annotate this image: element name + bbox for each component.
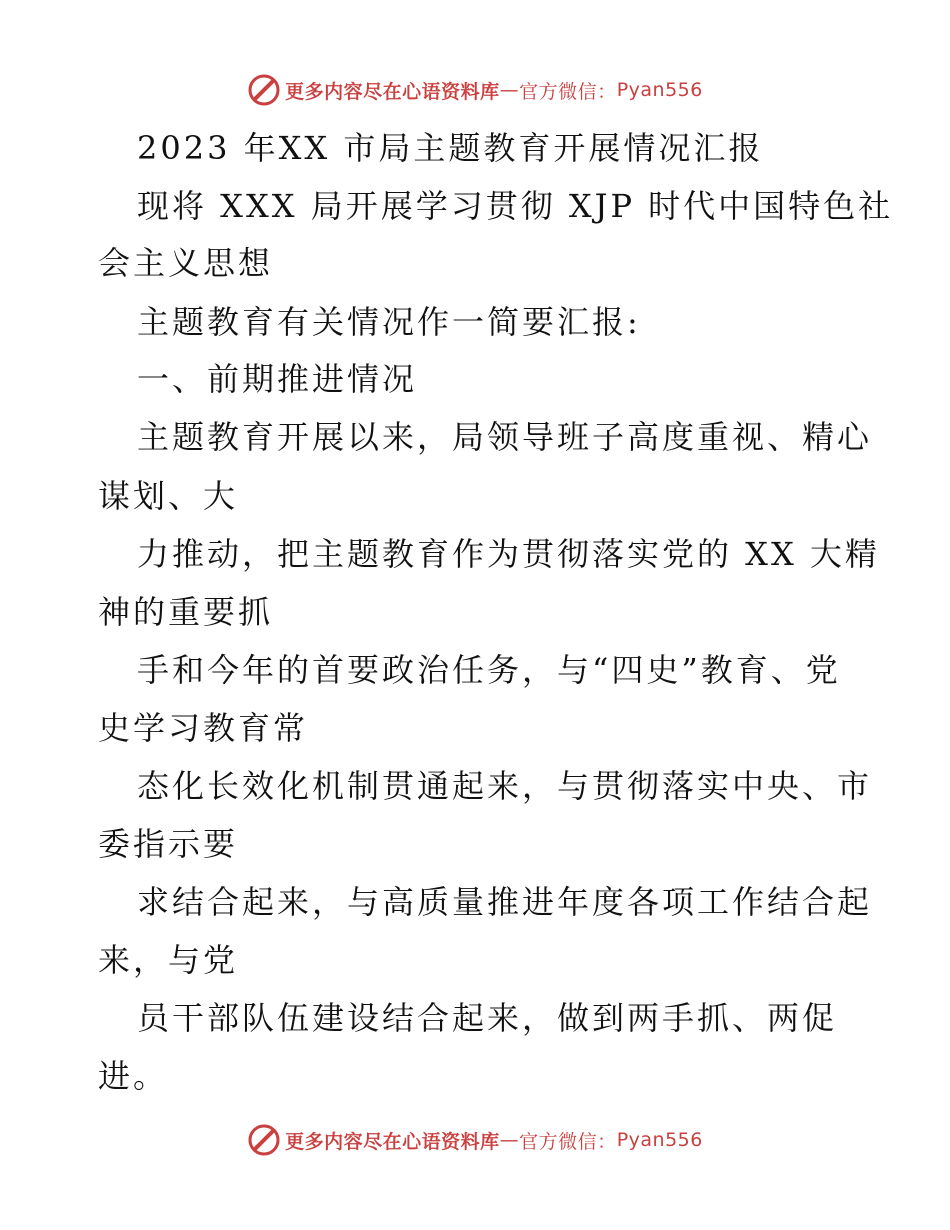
- paragraph-line: 求结合起来，与高质量推进年度各项工作结合起: [137, 883, 873, 921]
- paragraph-line: 员干部队伍建设结合起来，做到两手抓、两促: [137, 999, 838, 1037]
- watermark-wechat-label: 官方微信：: [519, 1130, 617, 1153]
- section-heading: 一、前期推进情况: [137, 360, 418, 398]
- paragraph-line: 神的重要抓: [98, 593, 274, 631]
- paragraph-line: 来，与党: [98, 941, 239, 979]
- document-title: 2023 年XX 市局主题教育开展情况汇报: [137, 129, 764, 167]
- paragraph-line: 进。: [98, 1057, 169, 1095]
- watermark-separator: —: [499, 1129, 520, 1151]
- paragraph-line: 史学习教育常: [98, 709, 309, 747]
- watermark-separator: —: [499, 79, 520, 101]
- paragraph-line: 主题教育开展以来，局领导班子高度重视、精心: [137, 418, 873, 456]
- brand-logo-icon: [247, 73, 281, 107]
- brand-logo-icon: [247, 1123, 281, 1157]
- paragraph-line: 力推动，把主题教育作为贯彻落实党的 XX 大精: [137, 535, 880, 573]
- watermark-wechat-id: Pyan556: [616, 1129, 703, 1151]
- watermark-wechat-id: Pyan556: [616, 79, 703, 101]
- watermark-brand-text: 更多内容尽在心语资料库: [285, 80, 500, 103]
- paragraph-line: 手和今年的首要政治任务，与“四史”教育、党: [137, 651, 841, 689]
- paragraph-line: 主题教育有关情况作一简要汇报:: [137, 303, 641, 341]
- paragraph-line: 会主义思想: [98, 244, 274, 282]
- paragraph-line: 委指示要: [98, 825, 239, 863]
- watermark-wechat-label: 官方微信：: [519, 80, 617, 103]
- header-watermark: [0, 70, 950, 110]
- paragraph-line: 现将 XXX 局开展学习贯彻 XJP 时代中国特色社: [137, 187, 894, 225]
- watermark-brand-text: 更多内容尽在心语资料库: [285, 1130, 500, 1153]
- paragraph-line: 谋划、大: [98, 477, 239, 515]
- paragraph-line: 态化长效化机制贯通起来，与贯彻落实中央、市: [137, 767, 873, 805]
- footer-watermark: [0, 1120, 950, 1160]
